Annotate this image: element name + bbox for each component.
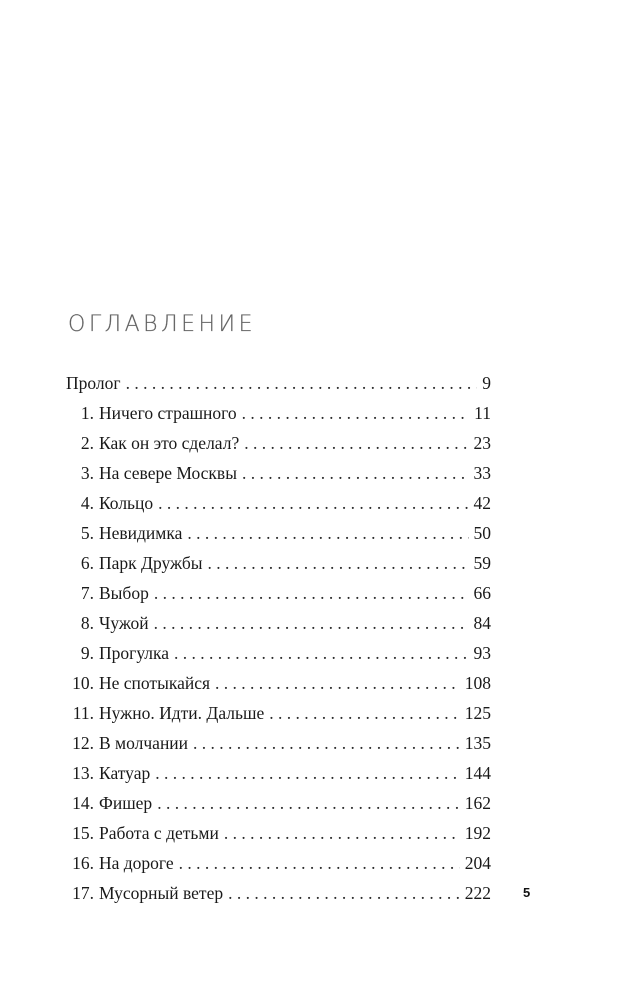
toc-entry bbox=[66, 488, 491, 518]
toc-entry-title: Кольцо bbox=[99, 493, 154, 513]
toc-list bbox=[66, 368, 491, 908]
toc-entry bbox=[66, 818, 491, 848]
toc-entry-title: Ничего страшного bbox=[99, 403, 237, 423]
toc-entry-title: Пролог bbox=[66, 373, 121, 393]
toc-entry-page: 93 bbox=[473, 643, 491, 663]
toc-dot-leader bbox=[126, 368, 478, 398]
toc-entry bbox=[66, 698, 491, 728]
toc-dot-leader bbox=[187, 518, 468, 548]
toc-entry-page: 66 bbox=[473, 583, 491, 603]
toc-entry-page: 9 bbox=[482, 373, 491, 393]
toc-entry-title: Не спотыкайся bbox=[99, 673, 211, 693]
toc-entry bbox=[66, 788, 491, 818]
toc-entry bbox=[66, 428, 491, 458]
toc-entry-title: На севере Москвы bbox=[99, 463, 237, 483]
toc-entry-page: 204 bbox=[464, 853, 491, 873]
toc-entry-page: 135 bbox=[464, 733, 491, 753]
toc-dot-leader bbox=[174, 638, 468, 668]
toc-dot-leader bbox=[228, 878, 460, 908]
toc-entry bbox=[66, 848, 491, 878]
toc-entry-number: 13. bbox=[72, 763, 94, 783]
toc-dot-leader bbox=[242, 458, 469, 488]
toc-entry bbox=[66, 578, 491, 608]
toc-entry-number: 7. bbox=[80, 583, 94, 603]
toc-entry-title: Работа с детьми bbox=[99, 823, 219, 843]
toc-dot-leader bbox=[269, 698, 460, 728]
toc-entry bbox=[66, 668, 491, 698]
toc-entry bbox=[66, 878, 491, 908]
toc-entry-page: 11 bbox=[474, 403, 491, 423]
toc-entry-page: 23 bbox=[473, 433, 491, 453]
toc-entry bbox=[66, 368, 491, 398]
toc-entry-title: В молчании bbox=[99, 733, 189, 753]
toc-entry-number: 4. bbox=[80, 493, 94, 513]
toc-entry-page: 192 bbox=[464, 823, 491, 843]
toc-entry-title: Невидимка bbox=[99, 523, 183, 543]
toc-entry-number: 6. bbox=[80, 553, 94, 573]
toc-entry-title: На дороге bbox=[99, 853, 174, 873]
toc-dot-leader bbox=[193, 728, 460, 758]
toc-entry-number: 11. bbox=[72, 703, 94, 723]
toc-entry-page: 84 bbox=[473, 613, 491, 633]
toc-entry-page: 50 bbox=[473, 523, 491, 543]
toc-entry-title: Мусорный ветер bbox=[99, 883, 224, 903]
toc-heading: ОГЛАВЛЕНИЕ bbox=[68, 312, 257, 337]
toc-entry bbox=[66, 728, 491, 758]
toc-dot-leader bbox=[224, 818, 460, 848]
toc-dot-leader bbox=[154, 578, 469, 608]
toc-entry-number: 10. bbox=[72, 673, 94, 693]
toc-entry-number: 16. bbox=[72, 853, 94, 873]
toc-entry-page: 59 bbox=[473, 553, 491, 573]
toc-entry-number: 14. bbox=[72, 793, 94, 813]
toc-dot-leader bbox=[179, 848, 460, 878]
toc-entry-number: 5. bbox=[80, 523, 94, 543]
toc-entry-title: Катуар bbox=[99, 763, 151, 783]
toc-entry-number: 15. bbox=[72, 823, 94, 843]
toc-dot-leader bbox=[155, 758, 460, 788]
toc-entry-page: 162 bbox=[464, 793, 491, 813]
toc-entry bbox=[66, 548, 491, 578]
page-number: 5 bbox=[523, 885, 531, 900]
toc-dot-leader bbox=[154, 608, 469, 638]
toc-entry-number: 1. bbox=[80, 403, 94, 423]
toc-entry-number: 8. bbox=[80, 613, 94, 633]
toc-entry-number: 9. bbox=[80, 643, 94, 663]
toc-entry-number: 2. bbox=[80, 433, 94, 453]
toc-entry-page: 42 bbox=[473, 493, 491, 513]
toc-dot-leader bbox=[208, 548, 469, 578]
toc-entry-title: Фишер bbox=[99, 793, 153, 813]
toc-entry bbox=[66, 398, 491, 428]
toc-entry-page: 108 bbox=[464, 673, 491, 693]
toc-dot-leader bbox=[244, 428, 468, 458]
toc-entry-title: Выбор bbox=[99, 583, 149, 603]
toc-dot-leader bbox=[242, 398, 469, 428]
toc-entry bbox=[66, 758, 491, 788]
toc-entry bbox=[66, 458, 491, 488]
toc-entry-title: Прогулка bbox=[99, 643, 170, 663]
toc-entry-number: 17. bbox=[72, 883, 94, 903]
toc-dot-leader bbox=[157, 788, 460, 818]
toc-entry-number: 12. bbox=[72, 733, 94, 753]
toc-entry-title: Нужно. Идти. Дальше bbox=[99, 703, 265, 723]
toc-entry bbox=[66, 638, 491, 668]
toc-entry-page: 144 bbox=[464, 763, 491, 783]
toc-entry-page: 222 bbox=[464, 883, 491, 903]
toc-entry-page: 33 bbox=[473, 463, 491, 483]
toc-entry-page: 125 bbox=[464, 703, 491, 723]
toc-entry-title: Как он это сделал? bbox=[99, 433, 240, 453]
toc-entry-title: Чужой bbox=[99, 613, 149, 633]
toc-entry bbox=[66, 608, 491, 638]
toc-dot-leader bbox=[215, 668, 460, 698]
toc-dot-leader bbox=[158, 488, 468, 518]
toc-entry-number: 3. bbox=[80, 463, 94, 483]
toc-entry-title: Парк Дружбы bbox=[99, 553, 203, 573]
toc-entry bbox=[66, 518, 491, 548]
